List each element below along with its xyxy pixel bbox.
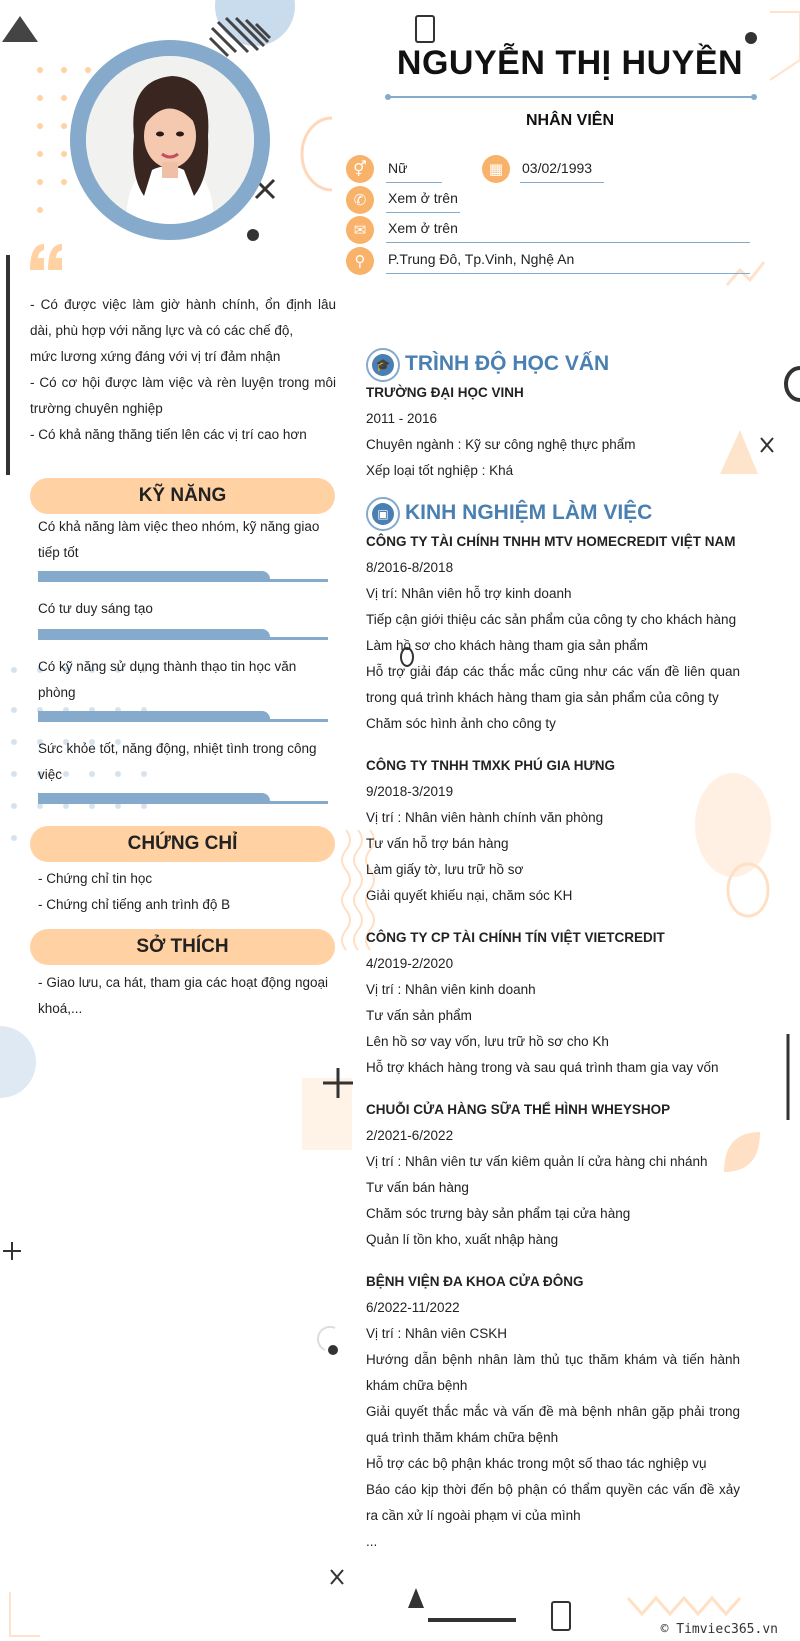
skill-level-bar xyxy=(38,793,328,803)
email-field: Xem ở trên xyxy=(386,220,750,243)
job-line: Tư vấn bán hàng xyxy=(366,1180,469,1195)
watermark: © Timviec365.vn xyxy=(660,1622,778,1637)
job-line: Chăm sóc trưng bày sản phẩm tại cửa hàng xyxy=(366,1206,631,1221)
dot-shape xyxy=(328,1345,338,1355)
job-line: Vị trí: Nhân viên hỗ trợ kinh doanh xyxy=(366,586,572,601)
name-divider xyxy=(388,96,754,98)
job-line: Tiếp cận giới thiệu các sản phẩm của công ty cho khách hàng xyxy=(366,612,737,627)
job-line: Vị trí : Nhân viên CSKH xyxy=(366,1326,508,1341)
dot-shape xyxy=(745,32,757,44)
triangle-shape xyxy=(2,16,38,42)
job-line: Hỗ trợ các bộ phận khác trong một số thao tác nghiệp vụ xyxy=(366,1456,707,1471)
candidate-name: NGUYỄN THỊ HUYỀN xyxy=(396,44,744,82)
company-name: CÔNG TY TÀI CHÍNH TNHH MTV HOMECREDIT VIỆT NAM xyxy=(366,534,736,549)
education-major: Chuyên ngành : Kỹ sư công nghệ thực phẩm xyxy=(366,437,636,452)
x-shape xyxy=(331,1570,343,1584)
company-name: CHUỖI CỬA HÀNG SỮA THỂ HÌNH WHEYSHOP xyxy=(366,1102,671,1117)
hobbies-text: - Giao lưu, ca hát, tham gia các hoạt động ngoại khoá,... xyxy=(38,975,328,1016)
portrait-image xyxy=(86,56,254,224)
job-period: 6/2022-11/2022 xyxy=(366,1300,460,1315)
company-name: BỆNH VIỆN ĐA KHOA CỬA ĐÔNG xyxy=(366,1274,584,1289)
job-period: 2/2021-6/2022 xyxy=(366,1128,454,1143)
objective-line: - Có được việc làm giờ hành chính, ổn định lâu dài, phù hợp với năng lực và có các chế độ, xyxy=(30,297,336,338)
location-icon: ⚲ xyxy=(346,247,374,275)
job-line: Làm giấy tờ, lưu trữ hồ sơ xyxy=(366,862,524,877)
education-period: 2011 - 2016 xyxy=(366,411,438,426)
job-line: Quản lí tồn kho, xuất nhập hàng xyxy=(366,1232,559,1247)
job-period: 9/2018-3/2019 xyxy=(366,784,454,799)
dot-shape xyxy=(247,229,259,241)
job-line: Vị trí : Nhân viên kinh doanh xyxy=(366,982,536,997)
job-line: ... xyxy=(366,1534,378,1549)
rounded-rect-outline-shape xyxy=(552,1602,570,1630)
job-period: 4/2019-2/2020 xyxy=(366,956,454,971)
job-line: Hướng dẫn bệnh nhân làm thủ tục thăm khám và tiến hành khám chữa bệnh xyxy=(366,1352,740,1393)
half-circle-outline-shape xyxy=(302,118,332,190)
plus-shape xyxy=(3,1242,21,1260)
skills-heading: KỸ NĂNG xyxy=(30,478,335,514)
job-line: Giải quyết thắc mắc và vấn đề mà bệnh nhân gặp phải trong quá trình thăm khám chữa bệnh xyxy=(366,1404,740,1445)
triangle-outline-shape xyxy=(10,1592,40,1636)
objective-line: - Có cơ hội được làm việc và rèn luyện trong môi trường chuyên nghiệp xyxy=(30,375,336,416)
job-line: Tư vấn hỗ trợ bán hàng xyxy=(366,836,509,851)
gender-icon: ⚥ xyxy=(346,155,374,183)
skill-item: Sức khỏe tốt, năng động, nhiệt tình trong công việc xyxy=(38,741,317,782)
job-line: Vị trí : Nhân viên hành chính văn phòng xyxy=(366,810,604,825)
job-period: 8/2016-8/2018 xyxy=(366,560,454,575)
avatar xyxy=(86,56,254,224)
job-line: Giải quyết khiếu nại, chăm sóc KH xyxy=(366,888,573,903)
certificate-item: - Chứng chỉ tin học xyxy=(38,871,153,886)
rounded-rect-outline-shape xyxy=(416,16,434,42)
phone-icon: ✆ xyxy=(346,186,374,214)
objective-line: - Có khả năng thăng tiến lên các vị trí cao hơn xyxy=(30,427,307,442)
triangle-outline-shape xyxy=(770,12,800,80)
triangle-shape xyxy=(408,1588,424,1608)
calendar-icon: ▦ xyxy=(482,155,510,183)
email-icon: ✉ xyxy=(346,216,374,244)
company-name: CÔNG TY CP TÀI CHÍNH TÍN VIỆT VIETCREDIT xyxy=(366,930,665,945)
quarter-circle-shape xyxy=(0,1026,36,1098)
hobbies-heading: SỞ THÍCH xyxy=(30,929,335,965)
skill-item: Có tư duy sáng tạo xyxy=(38,601,153,616)
job-line: Báo cáo kịp thời đến bộ phận có thẩm quyền các vấn đề xảy ra cần xử lí ngoài phạm vi của mình xyxy=(366,1482,740,1523)
certificate-item: - Chứng chỉ tiếng anh trình độ B xyxy=(38,897,231,912)
certificates-heading: CHỨNG CHỈ xyxy=(30,826,335,862)
address-field: P.Trung Đô, Tp.Vinh, Nghệ An xyxy=(386,251,750,274)
skill-item: Có kỹ năng sử dụng thành thạo tin học văn phòng xyxy=(38,659,297,700)
job-line: Hỗ trợ giải đáp các thắc mắc cũng như các vấn đề liên quan trong quá trình khách hàng tham gia sản phẩm của công ty xyxy=(366,664,740,705)
quote-icon xyxy=(28,240,68,272)
certificates-list xyxy=(38,866,328,918)
job-line: Tư vấn sản phẩm xyxy=(366,1008,472,1023)
education-grade: Xếp loại tốt nghiệp : Khá xyxy=(366,463,514,478)
zigzag-shape xyxy=(628,1598,740,1614)
skill-item: Có khả năng làm việc theo nhóm, kỹ năng giao tiếp tốt xyxy=(38,519,320,560)
skill-level-bar xyxy=(38,711,328,721)
education-heading: TRÌNH ĐỘ HỌC VẤN xyxy=(405,352,610,375)
objective-line: mức lương xứng đáng với vị trí đảm nhận xyxy=(30,349,281,364)
gender-field: Nữ xyxy=(386,160,442,183)
job-line: Làm hồ sơ cho khách hàng tham gia sản phẩm xyxy=(366,638,649,653)
job-title: NHÂN VIÊN xyxy=(525,112,614,129)
skill-level-bar xyxy=(38,629,328,639)
dob-field: 03/02/1993 xyxy=(520,160,604,183)
education-block xyxy=(366,380,740,484)
briefcase-icon: ▣ xyxy=(366,497,400,531)
x-shape xyxy=(761,438,773,452)
job-entry xyxy=(366,1097,740,1253)
experience-heading: KINH NGHIỆM LÀM VIỆC xyxy=(405,501,653,524)
skill-level-bar xyxy=(38,571,328,581)
company-name: CÔNG TY TNHH TMXK PHÚ GIA HƯNG xyxy=(366,758,615,773)
job-line: Vị trí : Nhân viên tư vấn kiêm quản lí cửa hàng chi nhánh xyxy=(366,1154,708,1169)
phone-field: Xem ở trên xyxy=(386,190,460,213)
job-entry xyxy=(366,1269,740,1555)
job-entry xyxy=(366,925,740,1081)
job-line: Lên hồ sơ vay vốn, lưu trữ hồ sơ cho Kh xyxy=(366,1034,609,1049)
graduation-cap-icon: 🎓 xyxy=(366,348,400,382)
career-objective xyxy=(30,292,336,448)
objective-side-bar xyxy=(6,255,10,475)
job-line: Chăm sóc hình ảnh cho công ty xyxy=(366,716,556,731)
half-circle-shape xyxy=(786,368,800,400)
job-entry xyxy=(366,753,740,909)
experience-list xyxy=(366,529,740,1555)
rect-shape xyxy=(302,1078,352,1150)
job-line: Hỗ trợ khách hàng trong và sau quá trình tham gia vay vốn xyxy=(366,1060,719,1075)
job-entry xyxy=(366,529,740,737)
school-name: TRƯỜNG ĐẠI HỌC VINH xyxy=(366,385,524,400)
